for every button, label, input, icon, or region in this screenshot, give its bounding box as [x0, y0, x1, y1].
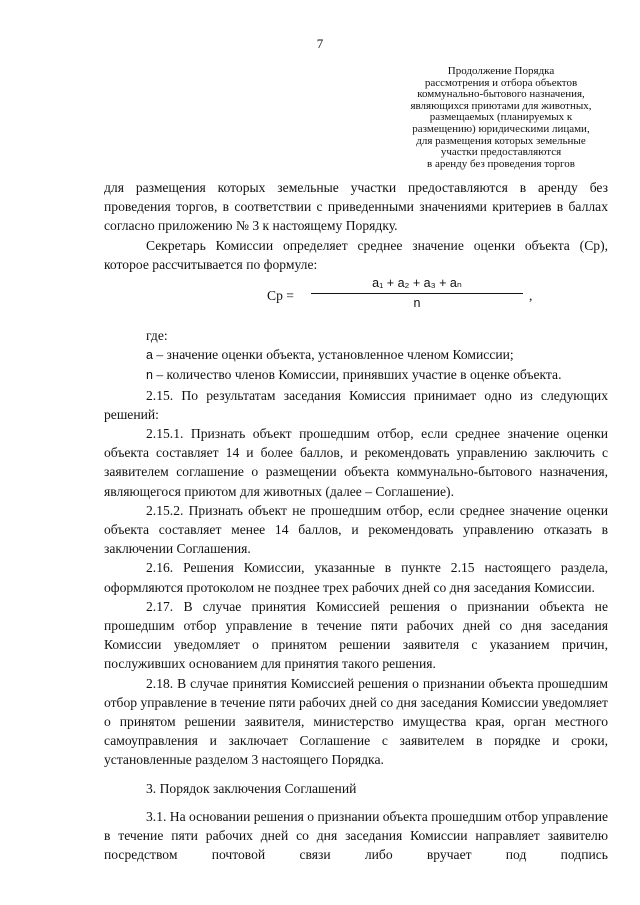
page-number: 7: [316, 36, 324, 51]
header-line: участки предоставляются: [440, 146, 562, 159]
document-body: [104, 178, 608, 865]
clause-2-18: 2.18. В случае принятия Комиссией решения о признании объекта прошедшим отбор управление в течение пяти рабочих дней со дня заседания Комиссии уведомляет о принятом решении заявителя, министерство имущества края, орган местного самоуправления и заключает Соглашение с заявителем в порядке и сроки, установленные разделом 3 настоящего Порядка.: [104, 675, 608, 768]
formula-numerator: a₁ + a₂ + a₃ + aₙ: [311, 274, 523, 294]
clause-2-15-2: 2.15.2. Признать объект не прошедшим отбор, если среднее значение оценки объекта составляет менее 14 баллов, и рекомендовать управлению отказать в заключении Соглашения.: [104, 502, 608, 557]
definition-n: [104, 365, 608, 385]
formula-fraction: [311, 274, 523, 312]
definition-n-text: – количество членов Комиссии, принявших участие в оценке объекта.: [152, 367, 562, 383]
header-line: размещению) юридическими лицами,: [412, 122, 590, 135]
document-header: [400, 66, 602, 170]
definition-a-text: – значение оценки объекта, установленное членом Комиссии;: [152, 347, 514, 363]
average-score-formula: [104, 274, 608, 326]
paragraph-continuation: для размещения которых земельные участки предоставляются в аренду без проведения торгов, в соответствии с приведенными значениями критериев в баллах согласно приложению № 3 к настоящему Порядку.: [104, 180, 608, 234]
clause-3-1: 3.1. На основании решения о признании объекта прошедшим отбор управление в течение пяти рабочих дней со дня заседания Комиссии направляет заявителю посредством почтовой связи либо вручает под подпись: [104, 808, 609, 863]
clause-2-17: 2.17. В случае принятия Комиссией решения о признании объекта не прошедшим отбор управление в течение пяти рабочих дней со дня заседания Комиссии уведомляет о принятом решении заявителя с указанием причин, послуживших основанием для принятия такого решения.: [104, 598, 608, 672]
header-line: размещаемых (планируемых к: [429, 111, 573, 124]
header-line: коммунально-бытового назначения,: [417, 88, 585, 101]
definition-a: [104, 345, 608, 365]
header-line: рассмотрения и отбора объектов: [424, 76, 578, 89]
section-3-title: 3. Порядок заключения Соглашений: [146, 780, 357, 796]
header-line: Продолжение Порядка: [447, 65, 555, 77]
formula-lhs: Ср =: [267, 288, 294, 304]
symbol-a: a: [146, 348, 153, 363]
formula-denominator: n: [413, 296, 421, 311]
header-line: в аренду без проведения торгов: [427, 157, 575, 170]
symbol-n: n: [146, 368, 153, 383]
clause-2-15-1: 2.15.1. Признать объект прошедшим отбор, если среднее значение оценки объекта составляет 14 и более баллов, и рекомендовать управлению заключить с заявителем соглашение о размещении объекта коммунально-бытового назначения, являющегося приютом для животных (далее – Соглашение).: [104, 426, 608, 499]
formula-suffix: ,: [529, 288, 533, 304]
header-line: являющихся приютами для животных,: [410, 99, 592, 112]
clause-2-16: 2.16. Решения Комиссии, указанные в пункте 2.15 настоящего раздела, оформляются протоколом не позднее трех рабочих дней со дня заседания Комиссии.: [104, 560, 608, 595]
clause-2-15: 2.15. По результатам заседания Комиссия принимает одно из следующих решений:: [104, 387, 608, 422]
where-label: где:: [146, 328, 168, 344]
header-line: для размещения которых земельные: [416, 134, 586, 147]
paragraph-secretary: Секретарь Комиссии определяет среднее значение оценки объекта (Ср), которое рассчитывается по формуле:: [104, 237, 608, 272]
